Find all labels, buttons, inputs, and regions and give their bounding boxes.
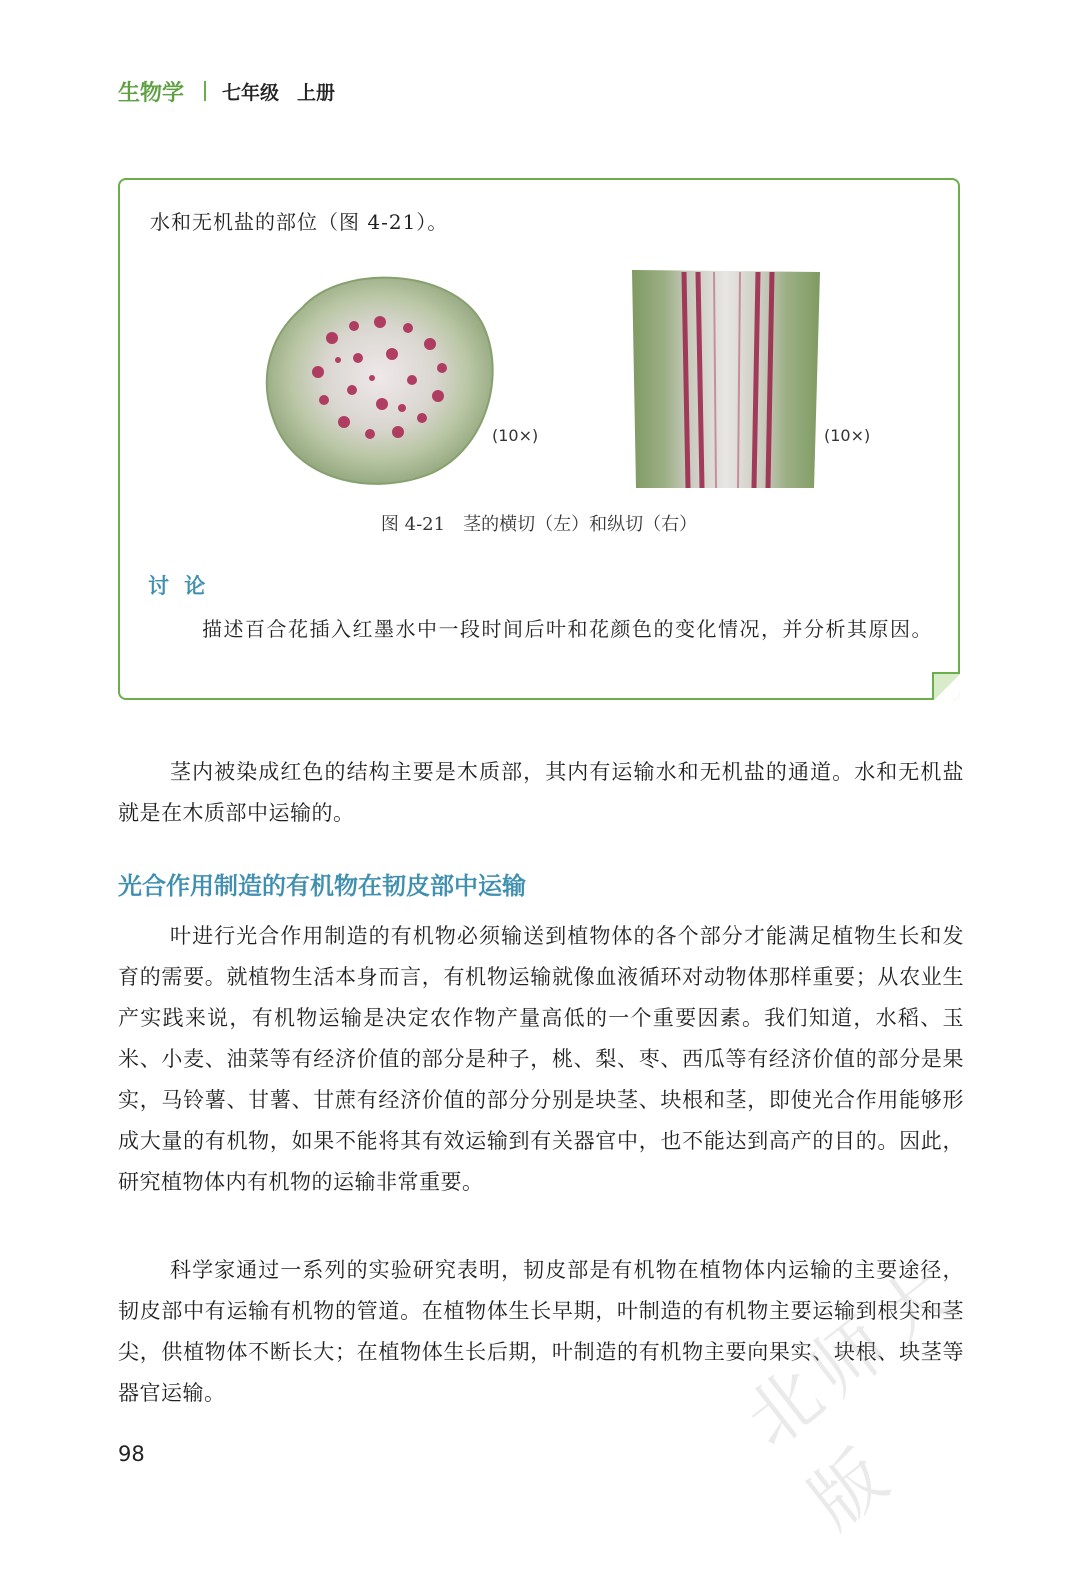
activity-intro: 水和无机盐的部位（图 4-21）。 xyxy=(150,210,449,234)
page-curl-corner xyxy=(932,672,960,700)
activity-box xyxy=(118,178,960,700)
paragraph-phloem: 科学家通过一系列的实验研究表明，韧皮部是有机物在植物体内运输的主要途径，韧皮部中有运输有机物的管道。在植物体生长早期，叶制造的有机物主要运输到根尖和茎尖，供植物体不断长大；在植物体生长后期，叶制造的有机物主要向果实、块根、块茎等器官运输。 xyxy=(118,1258,964,1405)
left-magnification-label: (10×) xyxy=(492,426,539,445)
publisher-watermark: 北师大版 xyxy=(729,1245,976,1545)
page-number: 98 xyxy=(118,1442,145,1466)
paragraph-xylem: 茎内被染成红色的结构主要是木质部，其内有运输水和无机盐的通道。水和无机盐就是在木质部中运输的。 xyxy=(118,760,964,825)
subject-title: 生物学 xyxy=(118,80,185,106)
figure-caption: 图 4-21 茎的横切（左）和纵切（右） xyxy=(380,514,698,535)
page-header xyxy=(118,74,335,108)
discussion-title: 讨 论 xyxy=(148,574,210,598)
stem-longitudinal-section-image xyxy=(628,268,824,490)
header-divider xyxy=(204,81,206,101)
paragraph-organic-transport: 叶进行光合作用制造的有机物必须输送到植物体的各个部分才能满足植物生长和发育的需要。就植物生活本身而言，有机物运输就像血液循环对动物体那样重要；从农业生产实践来说，有机物运输是决定农作物产量高低的一个重要因素。我们知道，水稻、玉米、小麦、油菜等有经济价值的部分是种子，桃、梨、枣、西瓜等有经济价值的部分是果实，马铃薯、甘薯、甘蔗有经济价值的部分分别是块茎、块根和茎，即使光合作用能够形成大量的有机物，如果不能将其有效运输到有关器官中，也不能达到高产的目的。因此，研究植物体内有机物的运输非常重要。 xyxy=(118,924,964,1194)
volume-label: 上册 xyxy=(297,81,336,104)
right-magnification-label: (10×) xyxy=(824,426,871,445)
discussion-text: 描述百合花插入红墨水中一段时间后叶和花颜色的变化情况，并分析其原因。 xyxy=(202,617,933,641)
stem-cross-section-image xyxy=(262,268,502,488)
section-heading: 光合作用制造的有机物在韧皮部中运输 xyxy=(118,872,526,900)
grade-label: 七年级 xyxy=(222,81,280,104)
